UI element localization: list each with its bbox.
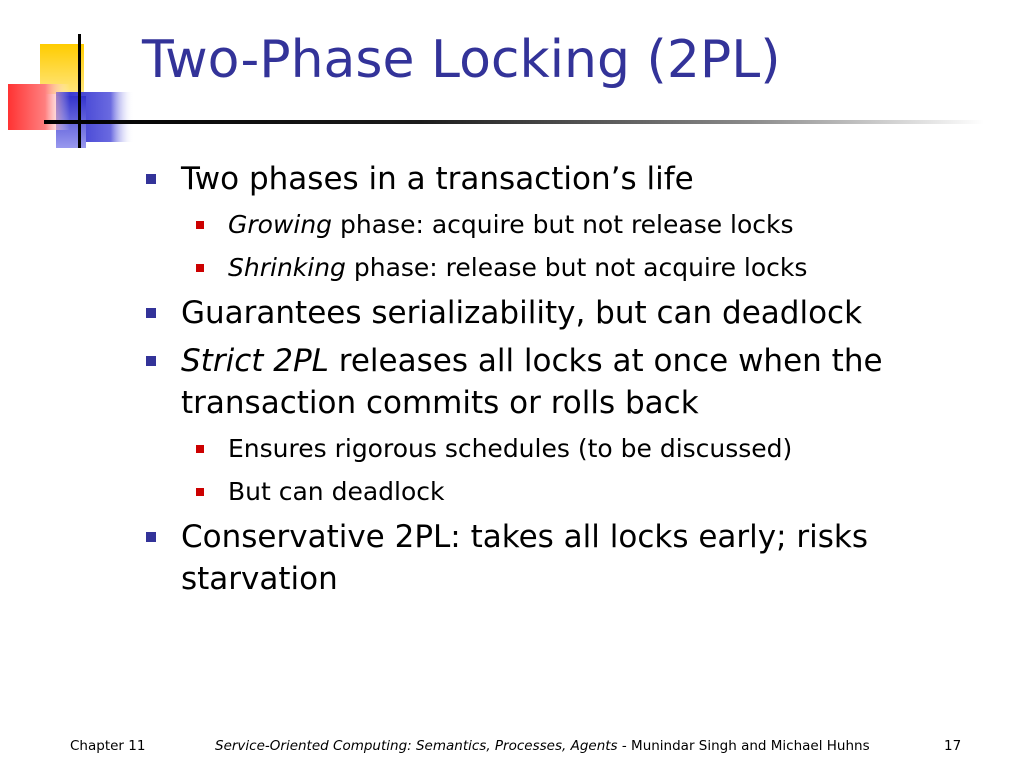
square-bullet-icon	[146, 356, 156, 366]
footer-book-title: Service-Oriented Computing: Semantics, Processes, Agents	[215, 738, 618, 754]
footer-page-number: 17	[944, 738, 962, 754]
corner-decoration-icon	[0, 0, 140, 160]
sub-bullet-item	[196, 249, 996, 286]
square-bullet-icon	[196, 445, 204, 453]
sub-bullet-text: phase: acquire but not release locks	[332, 210, 794, 239]
slide-title: Two-Phase Locking (2PL)	[142, 30, 781, 90]
bullet-text: Two phases in a transaction’s life	[181, 161, 694, 197]
sub-bullet-text: phase: release but not acquire locks	[345, 253, 808, 282]
bullet-item	[146, 516, 996, 600]
square-bullet-icon	[196, 264, 204, 272]
footer-chapter: Chapter 11	[70, 738, 146, 754]
sub-bullet-text: But can deadlock	[228, 477, 445, 506]
bullet-text: Guarantees serializability, but can deadlock	[181, 295, 863, 331]
bullet-item	[146, 292, 996, 334]
sub-bullet-item	[196, 473, 996, 510]
sub-bullet-emphasis: Growing	[228, 210, 333, 239]
square-bullet-icon	[146, 174, 156, 184]
footer-authors: - Munindar Singh and Michael Huhns	[617, 738, 870, 754]
bullet-text: releases all locks at once when the transaction commits or rolls back	[181, 343, 883, 421]
title-rule	[44, 120, 984, 124]
bullet-item	[146, 158, 996, 200]
bullet-text: Conservative 2PL: takes all locks early; risks starvation	[181, 519, 869, 597]
bullet-emphasis: Strict 2PL	[181, 343, 329, 379]
sub-bullet-text: Ensures rigorous schedules (to be discussed)	[228, 434, 793, 463]
sub-bullet-emphasis: Shrinking	[228, 253, 346, 282]
bullet-list	[146, 158, 996, 606]
bullet-item	[146, 340, 996, 424]
square-bullet-icon	[196, 488, 204, 496]
square-bullet-icon	[196, 221, 204, 229]
square-bullet-icon	[146, 308, 156, 318]
square-bullet-icon	[146, 532, 156, 542]
sub-bullet-item	[196, 206, 996, 243]
sub-bullet-item	[196, 430, 996, 467]
footer-citation	[215, 738, 870, 754]
